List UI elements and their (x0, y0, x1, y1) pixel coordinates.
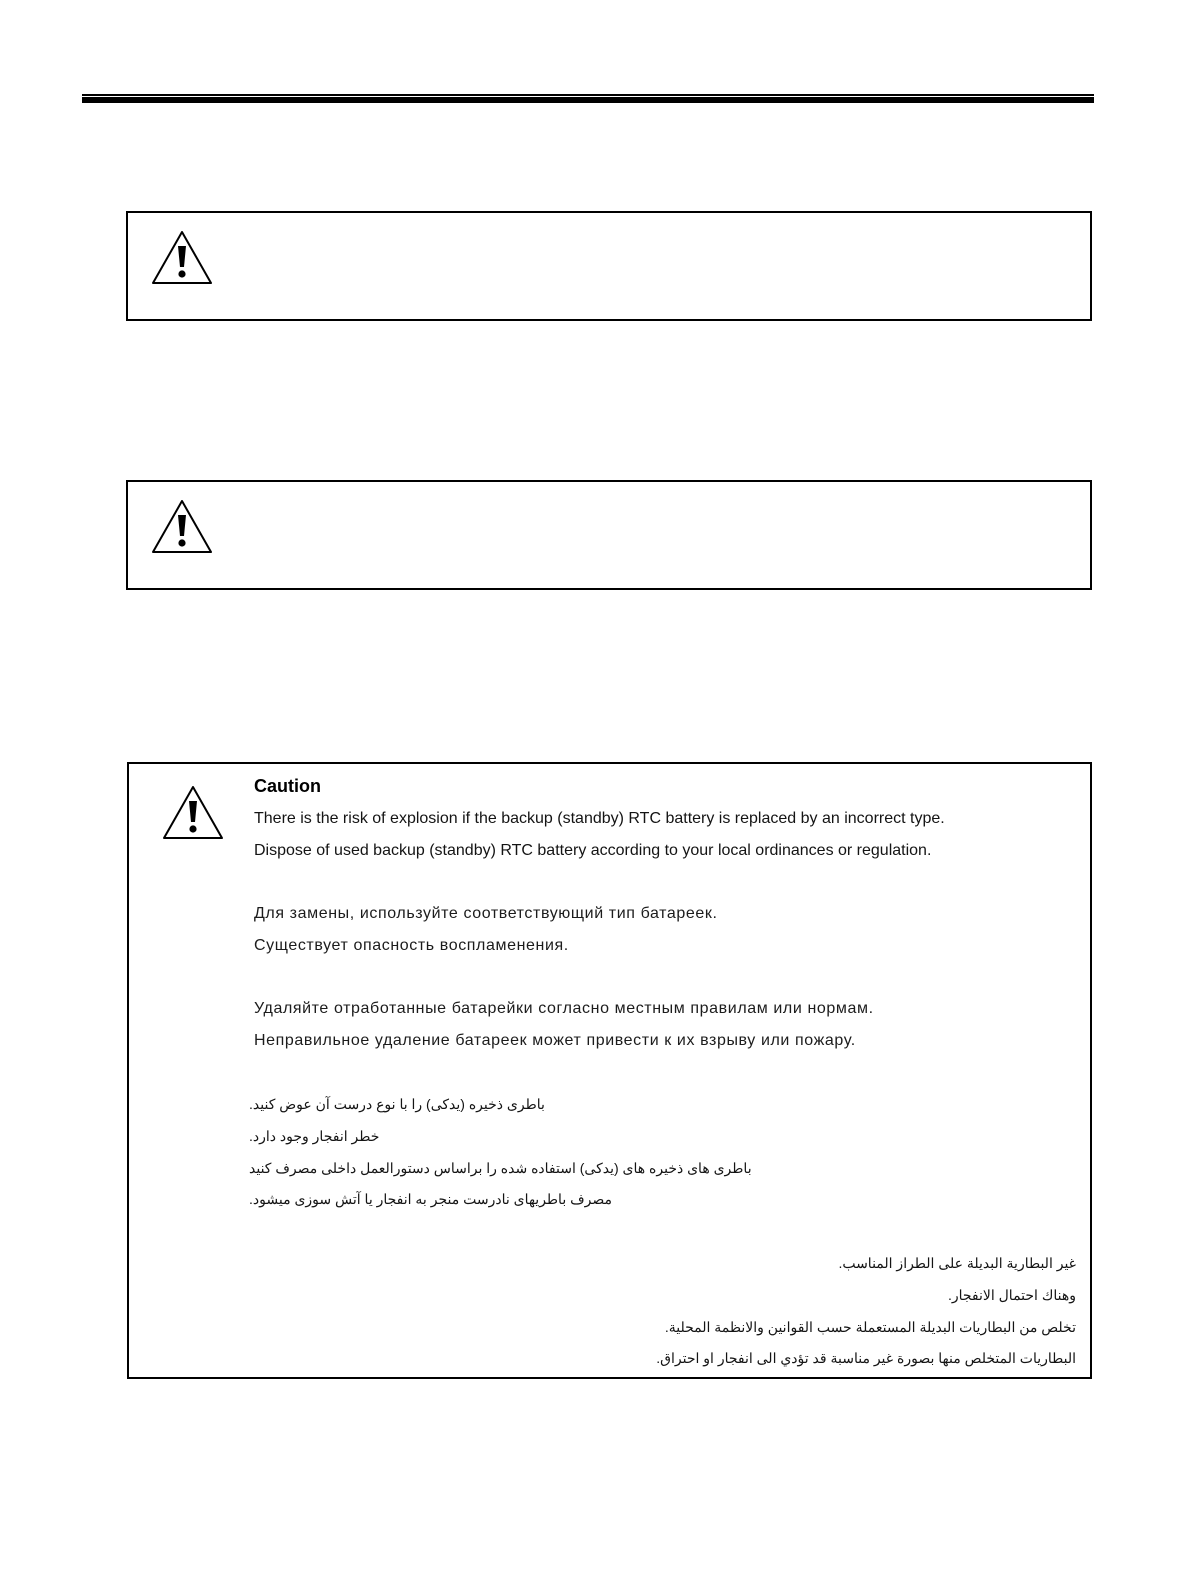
warning-triangle-icon (150, 498, 214, 556)
caution-text-ar-4: البطاريات المتخلص منها بصورة غير مناسبة قد تؤدي الى انفجار او احتراق. (656, 1350, 1076, 1366)
caution-text-ar-1: غير البطارية البديلة على الطراز المناسب. (838, 1255, 1076, 1271)
caution-box (127, 762, 1092, 1379)
caution-text-fa-3: باطری های ذخیره های (یدکی) استفاده شده را براساس دستورالعمل داخلی مصرف کنید (249, 1160, 752, 1176)
caution-title: Caution (254, 776, 321, 796)
header-rule-thin (82, 94, 1094, 96)
caution-text-fa-2: خطر انفجار وجود دارد. (249, 1128, 380, 1144)
caution-text-ar-3: تخلص من البطاريات البديلة المستعملة حسب القوانين والانظمة المحلية. (664, 1319, 1076, 1335)
caution-text-fa-1: باطری ذخیره (یدکی) را با نوع درست آن عوض کنید. (249, 1096, 545, 1112)
caution-text-ru-1: Для замены, используйте соответствующий тип батареек. (254, 905, 718, 922)
caution-text-ru-2: Существует опасность воспламенения. (254, 937, 569, 954)
caution-text-ru-3: Удаляйте отработанные батарейки согласно местным правилам или нормам. (254, 1000, 874, 1017)
caution-text-ar-2: وهناك احتمال الانفجار. (947, 1287, 1076, 1303)
warning-triangle-icon (161, 784, 225, 842)
warning-box-2 (126, 480, 1092, 590)
header-rule-thick (82, 97, 1094, 103)
caution-text-en-1: There is the risk of explosion if the backup (standby) RTC battery is replaced by an incorrect type. (254, 810, 945, 827)
caution-text-fa-4: مصرف باطریهای نادرست منجر به انفجار یا آتش سوزی میشود. (249, 1191, 612, 1207)
warning-box-1 (126, 211, 1092, 321)
caution-text-ru-4: Неправильное удаление батареек может привести к их взрыву или пожару. (254, 1032, 856, 1049)
caution-text-en-2: Dispose of used backup (standby) RTC battery according to your local ordinances or regulation. (254, 842, 932, 859)
warning-triangle-icon (150, 229, 214, 287)
